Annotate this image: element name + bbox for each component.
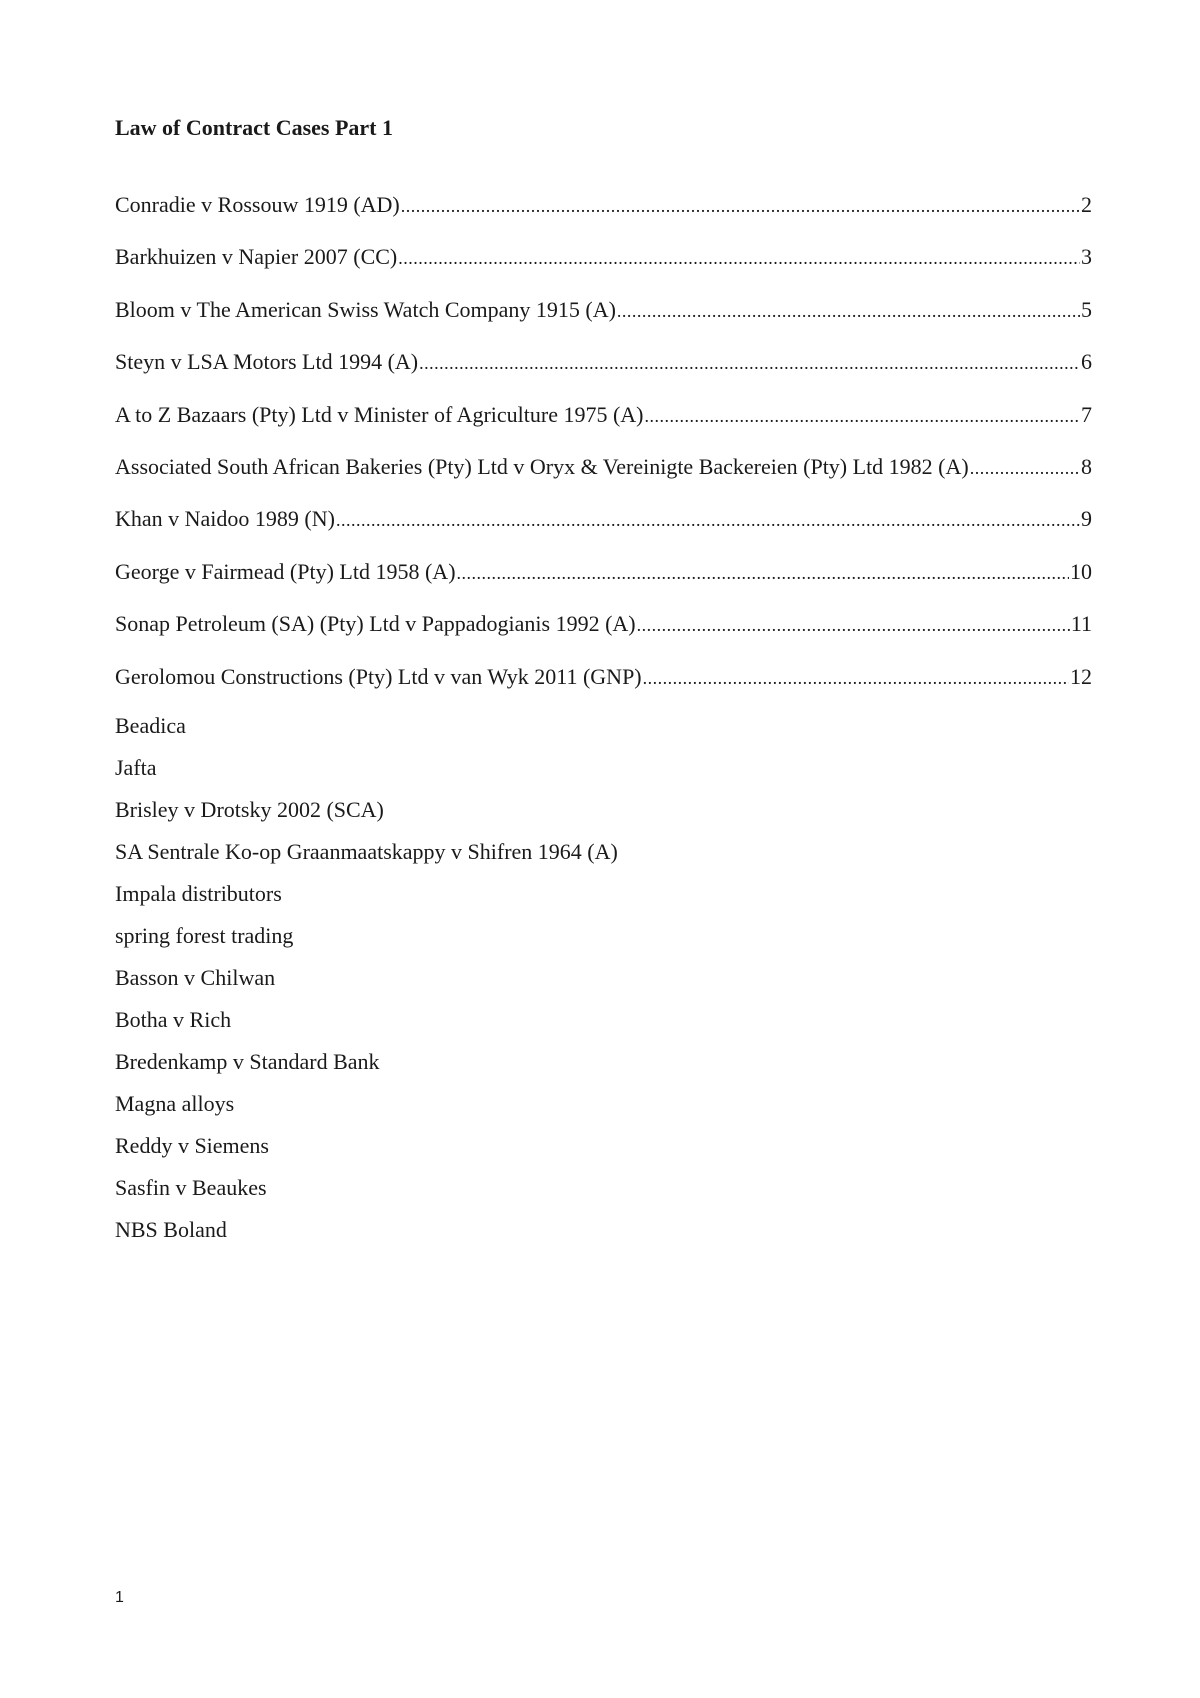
case-list-item: Impala distributors [115,881,282,906]
toc-page-number: 12 [1070,663,1092,689]
toc-page-number: 8 [1081,453,1092,479]
toc-entry-text: Gerolomou Constructions (Pty) Ltd v van Wyk 2011 (GNP) [115,663,642,689]
case-list-item: Botha v Rich [115,1007,232,1032]
toc-dot-leader [398,243,1080,273]
toc-page-number: 10 [1070,558,1092,584]
case-list-item: NBS Boland [115,1217,227,1242]
toc-entry-text: Steyn v LSA Motors Ltd 1994 (A) [115,349,419,375]
case-list-item: Sasfin v Beaukes [115,1175,267,1200]
toc-entry-text: Sonap Petroleum (SA) (Pty) Ltd v Pappadogianis 1992 (A) [115,611,636,637]
toc-entry[interactable] [115,190,1092,242]
table-of-contents [115,190,1092,714]
toc-page-number: 11 [1070,611,1092,637]
toc-page-number: 5 [1081,296,1092,322]
case-list-item: Beadica [115,713,186,738]
toc-page-number: 7 [1081,401,1092,427]
toc-entry[interactable] [115,400,1092,452]
toc-entry-text: George v Fairmead (Pty) Ltd 1958 (A) [115,558,456,584]
case-list-item: Reddy v Siemens [115,1133,269,1158]
toc-page-number: 9 [1081,506,1092,532]
toc-entry[interactable] [115,662,1092,714]
toc-entry-text: Barkhuizen v Napier 2007 (CC) [115,244,398,270]
toc-entry[interactable] [115,347,1092,399]
toc-page-number: 3 [1081,244,1092,270]
toc-dot-leader [970,453,1080,483]
toc-entry[interactable] [115,609,1092,661]
toc-entry[interactable] [115,242,1092,294]
toc-entry-text: A to Z Bazaars (Pty) Ltd v Minister of Agriculture 1975 (A) [115,401,644,427]
toc-dot-leader [419,348,1080,378]
toc-page-number: 6 [1081,349,1092,375]
case-list-item: Basson v Chilwan [115,965,276,990]
toc-entry[interactable] [115,295,1092,347]
case-list-item: Bredenkamp v Standard Bank [115,1049,380,1074]
toc-entry[interactable] [115,452,1092,504]
toc-entry-text: Associated South African Bakeries (Pty) Ltd v Oryx & Vereinigte Backereien (Pty) Ltd 1982 (A) [115,453,969,479]
additional-cases-list [115,711,618,1257]
case-list-item: Jafta [115,755,157,780]
toc-dot-leader [401,191,1080,221]
case-list-item: Magna alloys [115,1091,235,1116]
page-number: 1 [115,1589,124,1606]
toc-dot-leader [643,663,1069,693]
toc-page-number: 2 [1081,192,1092,217]
document-title: Law of Contract Cases Part 1 [115,115,393,140]
toc-entry-text: Khan v Naidoo 1989 (N) [115,506,335,532]
toc-entry-text: Bloom v The American Swiss Watch Company 1915 (A) [115,296,616,322]
toc-entry-text: Conradie v Rossouw 1919 (AD) [115,192,400,217]
toc-entry[interactable] [115,504,1092,556]
case-list-item: spring forest trading [115,923,294,948]
toc-dot-leader [637,610,1070,640]
toc-dot-leader [457,558,1069,588]
toc-dot-leader [645,401,1080,431]
case-list-item: SA Sentrale Ko-op Graanmaatskappy v Shifren 1964 (A) [115,839,618,864]
toc-entry[interactable] [115,557,1092,609]
toc-dot-leader [617,296,1080,326]
toc-dot-leader [336,505,1080,535]
case-list-item: Brisley v Drotsky 2002 (SCA) [115,797,384,822]
